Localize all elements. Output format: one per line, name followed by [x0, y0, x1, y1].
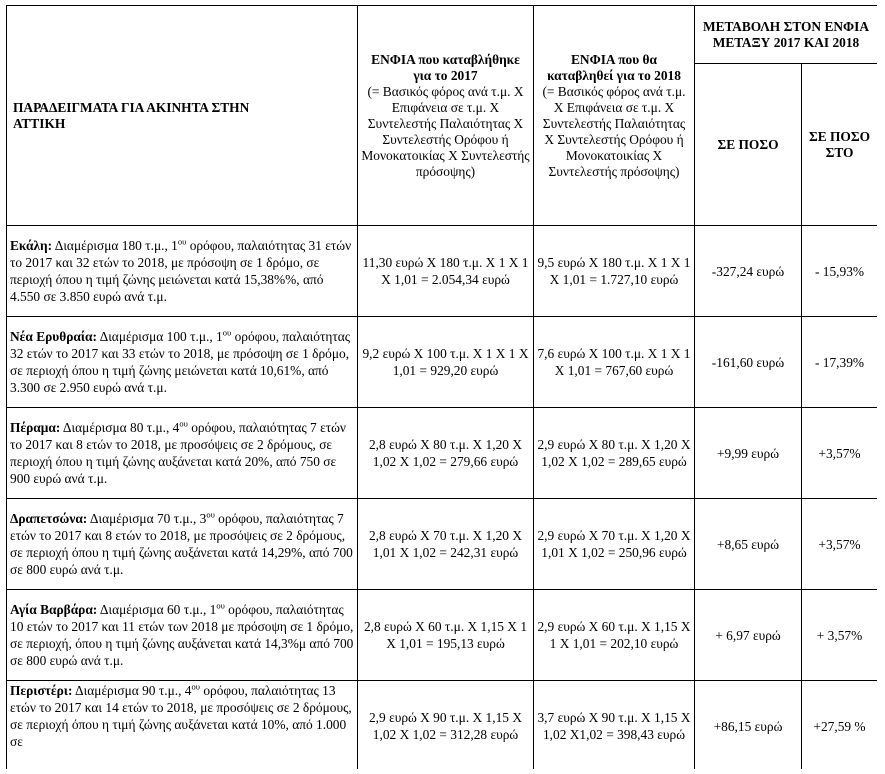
header-enfia-2018-formula: (= Βασικός φόρος ανά τ.μ. Χ Επιφάνεια σε τ.μ. Χ Συντελεστής Παλαιότητας Χ Συντελεστής Ορόφου ή Μονοκατοικίας Χ Συντελεστής πρόσοψης) [542, 83, 686, 179]
example-description [7, 317, 358, 408]
example-place: Εκάλη: [10, 238, 53, 253]
example-text: Διαμέρισμα 180 τ.μ., 1 [52, 238, 178, 253]
table-row [7, 590, 878, 681]
change-amount: -327,24 ευρώ [695, 226, 802, 317]
header-examples: ΠΑΡΑΔΕΙΓΜΑΤΑ ΓΙΑ ΑΚΙΝΗΤΑ ΣΤΗΝ ΑΤΤΙΚΗ [7, 6, 358, 226]
header-enfia-2017-title: ΕΝΦΙΑ που καταβλήθηκε για το 2017 [371, 51, 520, 83]
example-description [7, 681, 358, 770]
enfia-2017-value: 2,8 ευρώ Χ 70 τ.μ. Χ 1,20 Χ 1,01 Χ 1,02 = 242,31 ευρώ [358, 499, 534, 590]
enfia-2018-value: 2,9 ευρώ Χ 70 τ.μ. Χ 1,20 Χ 1,01 Χ 1,02 = 250,96 ευρώ [534, 499, 695, 590]
example-description [7, 590, 358, 681]
ordinal-suffix: ου [191, 681, 200, 692]
example-text: Διαμέρισμα 80 τ.μ., 4 [60, 420, 180, 435]
change-percent: - 15,93% [802, 226, 878, 317]
change-percent: + 3,57% [802, 590, 878, 681]
enfia-2018-value: 2,9 ευρώ Χ 80 τ.μ. Χ 1,20 Χ 1,02 Χ 1,02 = 289,65 ευρώ [534, 408, 695, 499]
enfia-2018-value: 7,6 ευρώ Χ 100 τ.μ. Χ 1 Χ 1 Χ 1,01 = 767,60 ευρώ [534, 317, 695, 408]
change-percent: +27,59 % [802, 681, 878, 770]
table-row [7, 226, 878, 317]
ordinal-suffix: ου [179, 418, 188, 429]
example-place: Δραπετσώνα: [10, 511, 88, 526]
enfia-2017-value: 2,8 ευρώ Χ 60 τ.μ. Χ 1,15 Χ 1 Χ 1,01 = 195,13 ευρώ [358, 590, 534, 681]
example-description [7, 226, 358, 317]
example-place: Νέα Ερυθραία: [10, 329, 97, 344]
example-place: Περιστέρι: [10, 683, 73, 698]
table-row [7, 408, 878, 499]
header-enfia-2018-title: ΕΝΦΙΑ που θα καταβληθεί για το 2018 [547, 51, 681, 83]
enfia-2017-value: 9,2 ευρώ Χ 100 τ.μ. Χ 1 Χ 1 Χ 1,01 = 929,20 ευρώ [358, 317, 534, 408]
table-row [7, 499, 878, 590]
change-percent: +3,57% [802, 499, 878, 590]
example-description [7, 408, 358, 499]
ordinal-suffix: ου [216, 600, 225, 611]
example-description [7, 499, 358, 590]
header-row-top [7, 6, 878, 64]
header-enfia-2017 [358, 6, 534, 226]
enfia-2018-value: 3,7 ευρώ Χ 90 τ.μ. Χ 1,15 Χ 1,02 Χ1,02 = 398,43 ευρώ [534, 681, 695, 770]
table-row [7, 317, 878, 408]
change-amount: +86,15 ευρώ [695, 681, 802, 770]
header-change-amount: ΣΕ ΠΟΣΟ [695, 64, 802, 226]
header-enfia-2017-formula: (= Βασικός φόρος ανά τ.μ. Χ Επιφάνεια σε τ.μ. Χ Συντελεστής Παλαιότητας Χ Συντελεστής Ορόφου ή Μονοκατοικίας Χ Συντελεστής πρόσοψης) [361, 83, 530, 179]
header-change-group: ΜΕΤΑΒΟΛΗ ΣΤΟΝ ΕΝΦΙΑ ΜΕΤΑΞΥ 2017 ΚΑΙ 2018 [695, 6, 878, 64]
change-amount: -161,60 ευρώ [695, 317, 802, 408]
change-percent: - 17,39% [802, 317, 878, 408]
example-text-cont: ορόφου, παλαιότητας 13 ετών το 2017 και 14 ετών το 2018, με προσόψεις σε 2 δρόμους, σε περιοχή όπου η τιμή ζώνης αυξάνεται κατά 10%, από 1.000 σε [10, 683, 352, 749]
example-text-cont: ορόφου, παλαιότητας 7 ετών το 2017 και 8 ετών το 2018, με προσόψεις σε 2 δρόμους, σε περιοχή όπου η τιμή ζώνης αυξάνεται κατά 20%, από 750 σε 900 ευρώ ανά τ.μ. [10, 420, 346, 486]
example-text-cont: ορόφου, παλαιότητας 31 ετών το 2017 και 32 ετών το 2018, με πρόσοψη σε 1 δρόμο, σε περιοχή όπου η τιμή ζώνης μειώνεται κατά 15,38%%, από 4.550 σε 3.850 ευρώ ανά τ.μ. [10, 238, 352, 304]
enfia-2017-value: 2,9 ευρώ Χ 90 τ.μ. Χ 1,15 Χ 1,02 Χ 1,02 = 312,28 ευρώ [358, 681, 534, 770]
document-page [6, 5, 877, 769]
example-place: Πέραμα: [10, 420, 61, 435]
example-text: Διαμέρισμα 100 τ.μ., 1 [96, 329, 223, 344]
ordinal-suffix: ου [177, 236, 187, 247]
header-enfia-2018 [534, 6, 695, 226]
example-text-cont: ορόφου, παλαιότητας 32 ετών το 2017 και 33 ετών το 2018, με πρόσοψη σε 1 δρόμο, σε περιοχή όπου η τιμή ζώνης μειώνεται κατά 10,61%, από 3.300 σε 2.950 ευρώ ανά τ.μ. [10, 329, 351, 395]
example-text: Διαμέρισμα 60 τ.μ., 1 [97, 602, 217, 617]
change-amount: +8,65 ευρώ [695, 499, 802, 590]
ordinal-suffix: ου [206, 509, 215, 520]
change-percent: +3,57% [802, 408, 878, 499]
enfia-2018-value: 2,9 ευρώ Χ 60 τ.μ. Χ 1,15 Χ 1 Χ 1,01 = 202,10 ευρώ [534, 590, 695, 681]
example-text-cont: ορόφου, παλαιότητας 7 ετών το 2017 και 8 ετών το 2018, με προσόψεις σε 2 δρόμους, σε περιοχή όπου η τιμή ζώνης αυξάνεται κατά 14,29%, από 700 σε 800 ευρώ ανά τ.μ. [10, 511, 353, 577]
example-text-cont: ορόφου, παλαιότητας 10 ετών το 2017 και 11 ετών των 2018 με πρόσοψη σε 1 δρόμο, σε περιοχή, όπου η τιμή ζώνης αυξάνεται κατά 14,3%μ από 700 σε 800 ευρώ ανά τ.μ. [10, 602, 354, 668]
header-change-percent: ΣΕ ΠΟΣΟ ΣΤΟ [802, 64, 878, 226]
example-text: Διαμέρισμα 90 τ.μ., 4 [72, 683, 192, 698]
example-text: Διαμέρισμα 70 τ.μ., 3 [87, 511, 207, 526]
ordinal-suffix: ου [222, 327, 232, 338]
enfia-comparison-table [6, 5, 877, 769]
enfia-2017-value: 11,30 ευρώ Χ 180 τ.μ. Χ 1 Χ 1 Χ 1,01 = 2.054,34 ευρώ [358, 226, 534, 317]
change-amount: +9,99 ευρώ [695, 408, 802, 499]
enfia-2018-value: 9,5 ευρώ Χ 180 τ.μ. Χ 1 Χ 1 Χ 1,01 = 1.727,10 ευρώ [534, 226, 695, 317]
change-amount: + 6,97 ευρώ [695, 590, 802, 681]
enfia-2017-value: 2,8 ευρώ Χ 80 τ.μ. Χ 1,20 Χ 1,02 Χ 1,02 = 279,66 ευρώ [358, 408, 534, 499]
example-place: Αγία Βαρβάρα: [10, 602, 98, 617]
table-row [7, 681, 878, 770]
